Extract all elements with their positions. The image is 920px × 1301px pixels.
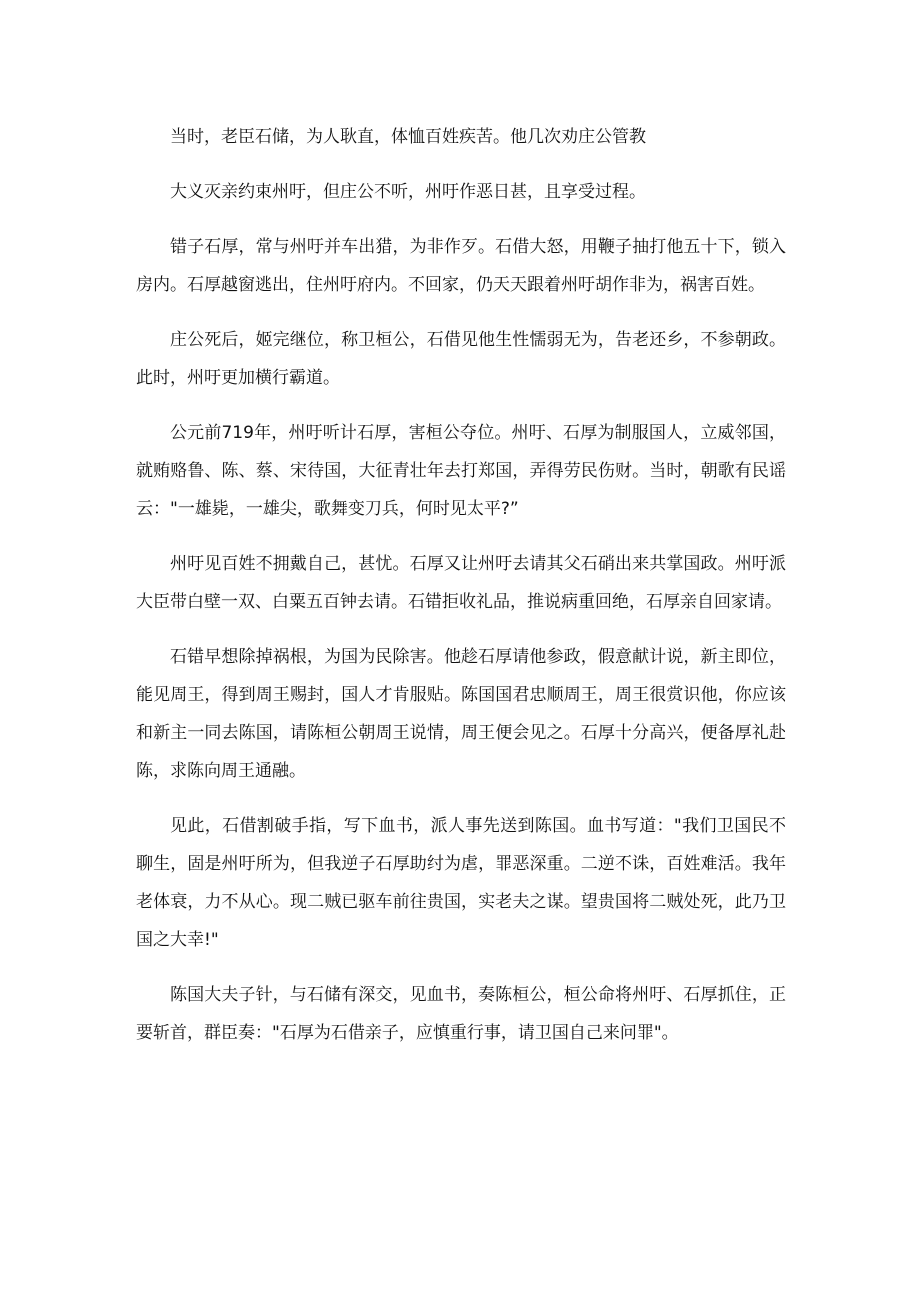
paragraph-6: 州吁见百姓不拥戴自己，甚忧。石厚又让州吁去请其父石硝出来共掌国政。州吁派大臣带白壁一双、白粟五百钟去请。石错拒收礼品，推说病重回绝，石厚亲自回家请。 xyxy=(136,554,786,612)
paragraph-3: 错子石厚，常与州吁并车出猎，为非作歹。石借大怒，用鞭子抽打他五十下，锁入房内。石厚越窗逃出，住州吁府内。不回家，仍天天跟着州吁胡作非为，祸害百姓。 xyxy=(136,237,786,295)
paragraph-1: 当时，老臣石储，为人耿直，体恤百姓疾苦。他几次劝庄公管教 xyxy=(170,127,646,147)
document-body xyxy=(136,118,786,1069)
paragraph-5: 公元前719年，州吁听计石厚，害桓公夺位。州吁、石厚为制服国人，立威邻国，就贿赂鲁、陈、蔡、宋待国，大征青壮年去打郑国，弄得劳民伤财。当时，朝歌有民谣云："一雄毙，一雄尖，歌舞变刀兵，何时见太平?” xyxy=(136,423,786,519)
paragraph-4: 庄公死后，姬完继位，称卫桓公，石借见他生性懦弱无为，告老还乡，不参朝政。此时，州吁更加横行霸道。 xyxy=(136,330,786,388)
paragraph-2: 大义灭亲约束州吁，但庄公不听，州吁作恶日甚，且享受过程。 xyxy=(170,182,646,202)
paragraph-9: 陈国大夫子针，与石储有深交，见血书，奏陈桓公，桓公命将州吁、石厚抓住，正要斩首，群臣奏："石厚为石借亲子，应慎重行事，请卫国自己来问罪"。 xyxy=(136,985,786,1043)
paragraph-7: 石错早想除掉祸根，为国为民除害。他趁石厚请他参政，假意献计说，新主即位，能见周王，得到周王赐封，国人才肯服贴。陈国国君忠顺周王，周王很赏识他，你应该和新主一同去陈国，请陈桓公朝周王说情，周王便会见之。石厚十分高兴，便备厚礼赴陈，求陈向周王通融。 xyxy=(136,647,786,781)
paragraph-8: 见此，石借割破手指，写下血书，派人事先送到陈国。血书写道："我们卫国民不聊生，固是州吁所为，但我逆子石厚助纣为虐，罪恶深重。二逆不诛，百姓难活。我年老体衰，力不从心。现二贼已驱车前往贵国，实老夫之谋。望贵国将二贼处死，此乃卫国之大幸!" xyxy=(136,816,786,950)
